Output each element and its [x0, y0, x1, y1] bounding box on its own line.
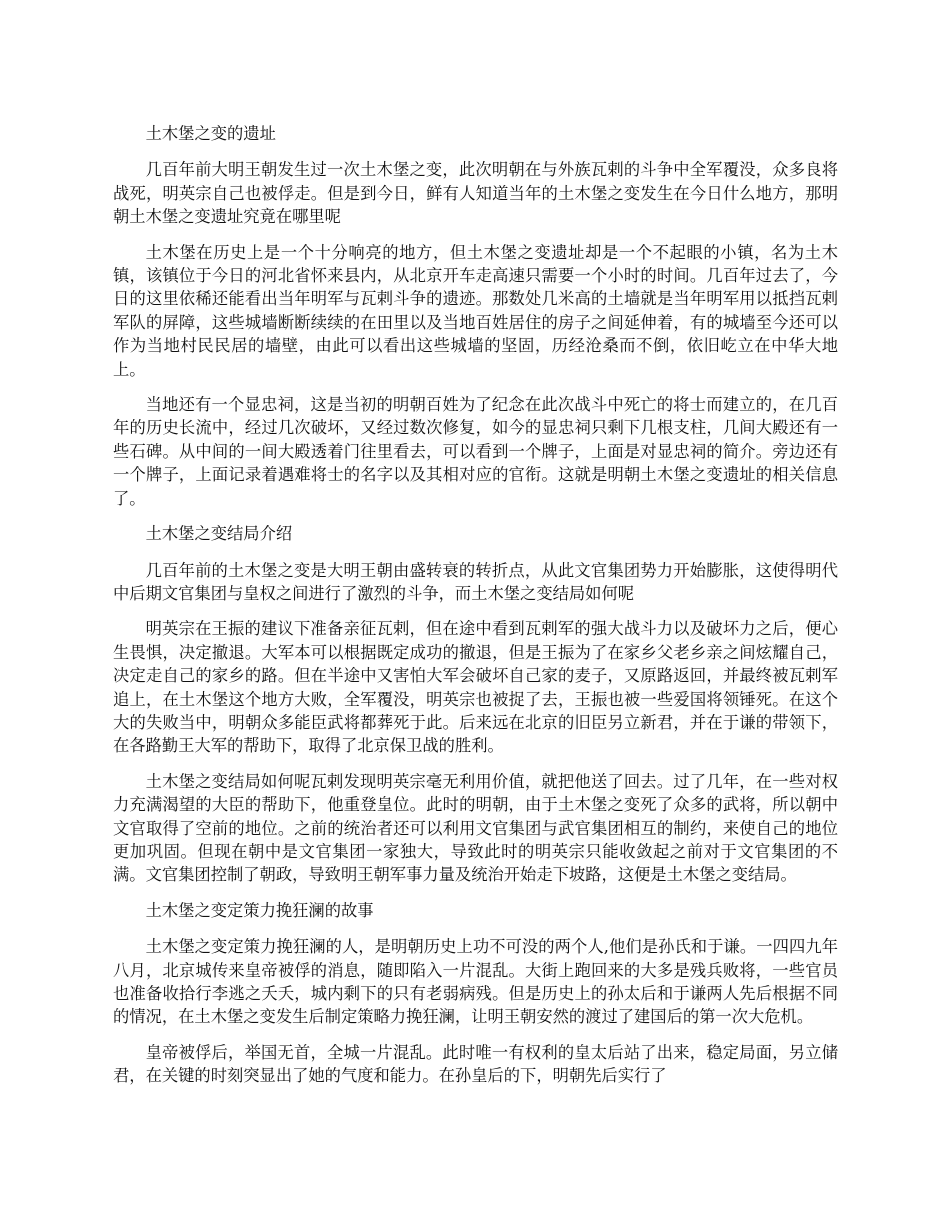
body-paragraph: 土木堡之变定策力挽狂澜的人，是明朝历史上功不可没的两个人,他们是孙氏和于谦。一四四九年八月，北京城传来皇帝被俘的消息，随即陷入一片混乱。大街上跑回来的大多是残兵败将，一些官员也准备收拾行李逃之夭夭，城内剩下的只有老弱病残。但是历史上的孙太后和于谦两人先后根据不同的情况，在土木堡之变发生后制定策略力挽狂澜，让明王朝安然的渡过了建国后的第一次大危机。 — [113, 937, 838, 1027]
body-paragraph: 几百年前的土木堡之变是大明王朝由盛转衰的转折点，从此文官集团势力开始膨胀，这使得明代中后期文官集团与皇权之间进行了激烈的斗争，而土木堡之变结局如何呢 — [113, 560, 838, 603]
section-heading: 土木堡之变结局介绍 — [145, 524, 293, 544]
section-heading: 土木堡之变的遗址 — [145, 124, 276, 143]
body-paragraph: 土木堡之变结局如何呢瓦剌发现明英宗毫无利用价值，就把他送了回去。过了几年，在一些对权力充满渴望的大臣的帮助下，他重登皇位。此时的明朝，由于土木堡之变死了众多的武将，所以朝中文官取得了空前的地位。之前的统治者还可以利用文官集团与武官集团相互的制约，来使自己的地位更加巩固。但现在朝中是文官集团一家独大，导致此时的明英宗只能收敛起之前对于文官集团的不满。文官集团控制了朝政，导致明王朝军事力量及统治开始走下坡路，这便是土木堡之变结局。 — [113, 771, 838, 885]
body-paragraph: 皇帝被俘后，举国无首，全城一片混乱。此时唯一有权利的皇太后站了出来，稳定局面，另立储君，在关键的时刻突显出了她的气度和能力。在孙皇后的下，明朝先后实行了 — [113, 1042, 838, 1086]
body-paragraph: 明英宗在王振的建议下准备亲征瓦剌，但在途中看到瓦剌军的强大战斗力以及破坏力之后，便心生畏惧，决定撤退。大军本可以根据既定成功的撤退，但是王振为了在家乡父老乡亲之间炫耀自己，决定走自己的家乡的路。但在半途中又害怕大军会破坏自己家的麦子，又原路返回，并最终被瓦剌军追上，在土木堡这个地方大败，全军覆没，明英宗也被捉了去，王振也被一些爱国将领锤死。在这个大的失败当中，明朝众多能臣武将都葬死于此。后来远在北京的旧臣另立新君，并在于谦的带领下，在各路勤王大军的帮助下，取得了北京保卫战的胜利。 — [113, 619, 838, 756]
section-heading: 土木堡之变定策力挽狂澜的故事 — [145, 900, 374, 920]
document-page — [113, 122, 838, 1100]
body-paragraph: 当地还有一个显忠祠，这是当初的明朝百姓为了纪念在此次战斗中死亡的将士而建立的，在几百年的历史长流中，经过几次破坏，又经过数次修复，如今的显忠祠只剩下几根支柱，几间大殿还有一些石碑。从中间的一间大殿透着门往里看去，可以看到一个牌子，上面是对显忠祠的简介。旁边还有一个牌子，上面记录着遇难将士的名字以及其相对应的官衔。这就是明朝土木堡之变遗址的相关信息了。 — [113, 395, 838, 508]
body-paragraph: 几百年前大明王朝发生过一次土木堡之变，此次明朝在与外族瓦剌的斗争中全军覆没，众多良将战死，明英宗自己也被俘走。但是到今日，鲜有人知道当年的土木堡之变发生在今日什么地方，那明朝土木堡之变遗址究竟在哪里呢 — [113, 160, 838, 227]
body-paragraph: 土木堡在历史上是一个十分响亮的地方，但土木堡之变遗址却是一个不起眼的小镇，名为土木镇，该镇位于今日的河北省怀来县内，从北京开车走高速只需要一个小时的时间。几百年过去了，今日的这里依稀还能看出当年明军与瓦剌斗争的遗迹。那数处几米高的土墙就是当年明军用以抵挡瓦剌军队的屏障，这些城墙断断续续的在田里以及当地百姓居住的房子之间延伸着，有的城墙至今还可以作为当地村民民居的墙壁，由此可以看出这些城墙的坚固，历经沧桑而不倒，依旧屹立在中华大地上。 — [113, 242, 838, 379]
